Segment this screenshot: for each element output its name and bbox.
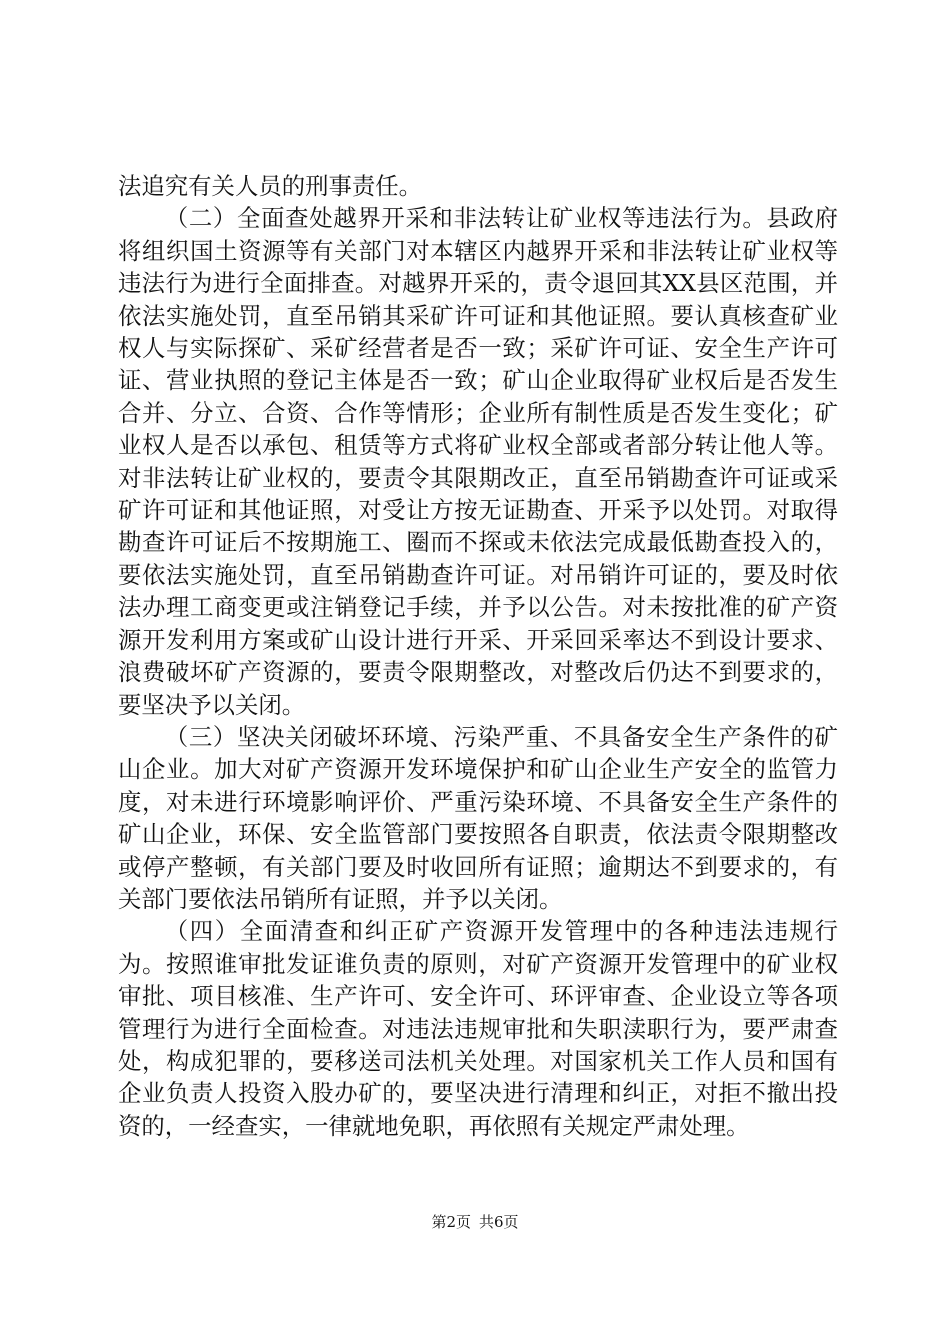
paragraph-section-2: （二）全面查处越界开采和非法转让矿业权等违法行为。县政府将组织国土资源等有关部门对本辖区内越界开采和非法转让矿业权等违法行为进行全面排查。对越界开采的，责令退回其XX县区范围，并依法实施处罚，直至吊销其采矿许可证和其他证照。要认真核查矿业权人与实际探矿、采矿经营者是否一致；采矿许可证、安全生产许可证、营业执照的登记主体是否一致；矿山企业取得矿业权后是否发生合并、分立、合资、合作等情形；企业所有制性质是否发生变化；矿业权人是否以承包、租赁等方式将矿业权全部或者部分转让他人等。对非法转让矿业权的，要责令其限期改正，直至吊销勘查许可证或采矿许可证和其他证照，对受让方按无证勘查、开采予以处罚。对取得勘查许可证后不按期施工、圈而不探或未依法完成最低勘查投入的，要依法实施处罚，直至吊销勘查许可证。对吊销许可证的，要及时依法办理工商变更或注销登记手续，并予以公告。对未按批准的矿产资源开发利用方案或矿山设计进行开采、开采回采率达不到设计要求、浪费破坏矿产资源的，要责令限期整改，对整改后仍达不到要求的，要坚决予以关闭。 — [118, 204, 838, 719]
paragraph-continuation: 法追究有关人员的刑事责任。 — [118, 172, 423, 200]
page-footer — [0, 1212, 950, 1232]
page-number: 第2页 — [431, 1213, 471, 1231]
paragraph-section-4: （四）全面清查和纠正矿产资源开发管理中的各种违法违规行为。按照谁审批发证谁负责的原则，对矿产资源开发管理中的矿业权审批、项目核准、生产许可、安全许可、环评审查、企业设立等各项管理行为进行全面检查。对违法违规审批和失职渎职行为，要严肃查处，构成犯罪的，要移送司法机关处理。对国家机关工作人员和国有企业负责人投资入股办矿的，要坚决进行清理和纠正，对拒不撤出投资的，一经查实，一律就地免职，再依照有关规定严肃处理。 — [118, 917, 838, 1140]
page-total: 共6页 — [479, 1213, 519, 1231]
document-body — [118, 170, 838, 1142]
paragraph-section-3: （三）坚决关闭破坏环境、污染严重、不具备安全生产条件的矿山企业。加大对矿产资源开发环境保护和矿山企业生产安全的监管力度，对未进行环境影响评价、严重污染环境、不具备安全生产条件的矿山企业，环保、安全监管部门要按照各自职责，依法责令限期整改或停产整顿，有关部门要及时收回所有证照；逾期达不到要求的，有关部门要依法吊销所有证照，并予以关闭。 — [118, 722, 838, 913]
